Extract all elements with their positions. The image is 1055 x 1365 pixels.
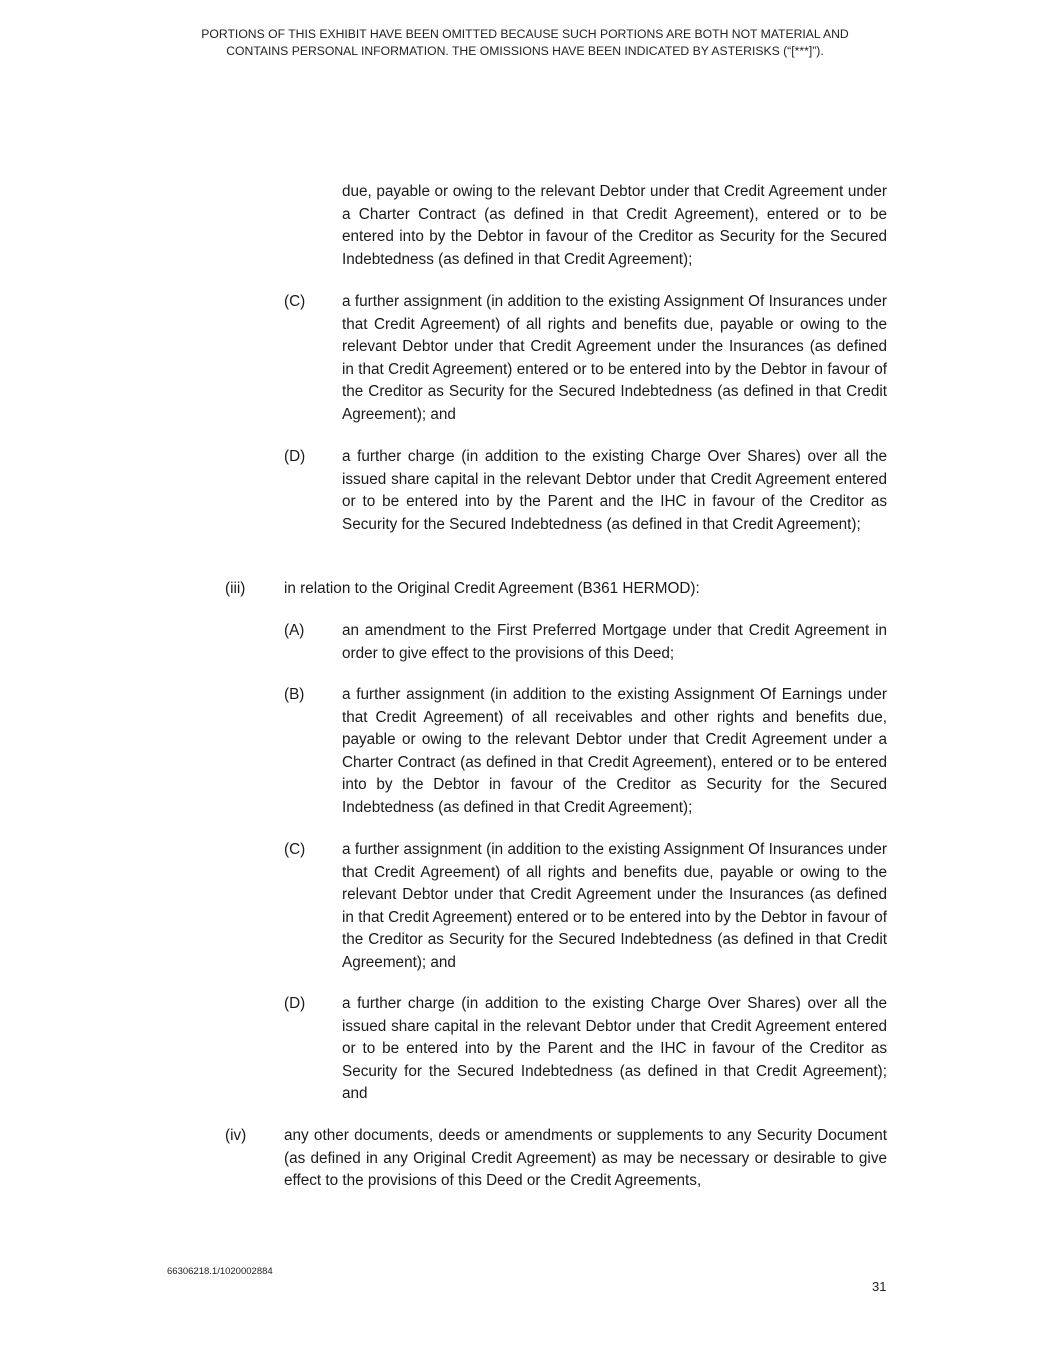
- item-label: (D): [284, 448, 306, 465]
- item-text: a further charge (in addition to the existing Charge Over Shares) over all the issued share capital in the relevant Debtor under that Credit Agreement entered or to be entered into by the Parent and the IHC in favour of the Creditor as Security for the Secured Indebtedness (as defined in that Credit Agreement); and: [342, 995, 887, 1102]
- item-text: a further assignment (in addition to the existing Assignment Of Insurances under that Credit Agreement) of all rights and benefits due, payable or owing to the relevant Debtor under that Credit Agreement under the Insurances (as defined in that Credit Agreement) entered or to be entered into by the Debtor in favour of the Creditor as Security for the Secured Indebtedness (as defined in that Credit Agreement); and: [342, 841, 887, 971]
- item-text: an amendment to the First Preferred Mortgage under that Credit Agreement in order to give effect to the provisions of this Deed;: [342, 622, 887, 662]
- item-label: (A): [284, 622, 305, 639]
- item-label: (D): [284, 995, 306, 1012]
- continuation-paragraph: due, payable or owing to the relevant Debtor under that Credit Agreement under a Charter Contract (as defined in that Credit Agreement), entered or to be entered into by the Debtor in favour of the Creditor as Security for the Secured Indebtedness (as defined in that Credit Agreement);: [342, 183, 887, 268]
- item-text: a further charge (in addition to the existing Charge Over Shares) over all the issued share capital in the relevant Debtor under that Credit Agreement entered or to be entered into by the Parent and the IHC in favour of the Creditor as Security for the Secured Indebtedness (as defined in that Credit Agreement);: [342, 448, 887, 533]
- item-label: (B): [284, 686, 305, 703]
- header-line-1: PORTIONS OF THIS EXHIBIT HAVE BEEN OMITTED BECAUSE SUCH PORTIONS ARE BOTH NOT MATERIAL AND: [201, 27, 849, 41]
- item-text: a further assignment (in addition to the existing Assignment Of Earnings under that Credit Agreement) of all receivables and other rights and benefits due, payable or owing to the relevant Debtor under that Credit Agreement under a Charter Contract (as defined in that Credit Agreement), entered or to be entered into by the Debtor in favour of the Creditor as Security for the Secured Indebtedness (as defined in that Credit Agreement);: [342, 686, 887, 816]
- item-label: (C): [284, 293, 306, 310]
- page-number: 31: [872, 1279, 887, 1294]
- section-text: any other documents, deeds or amendments or supplements to any Security Document (as defined in any Original Credit Agreement) as may be necessary or desirable to give effect to the provisions of this Deed or the Credit Agreements,: [284, 1127, 887, 1189]
- header-line-2: CONTAINS PERSONAL INFORMATION. THE OMISSIONS HAVE BEEN INDICATED BY ASTERISKS (“[***]”).: [226, 44, 824, 58]
- item-label: (C): [284, 841, 306, 858]
- document-reference: 66306218.1/1020002884: [167, 1266, 273, 1277]
- omission-notice-header: [130, 26, 920, 60]
- section-label: (iv): [225, 1127, 247, 1144]
- item-text: a further assignment (in addition to the existing Assignment Of Insurances under that Credit Agreement) of all rights and benefits due, payable or owing to the relevant Debtor under that Credit Agreement under the Insurances (as defined in that Credit Agreement) entered or to be entered into by the Debtor in favour of the Creditor as Security for the Secured Indebtedness (as defined in that Credit Agreement); and: [342, 293, 887, 423]
- section-text: in relation to the Original Credit Agreement (B361 HERMOD):: [284, 580, 700, 597]
- section-label: (iii): [225, 580, 246, 597]
